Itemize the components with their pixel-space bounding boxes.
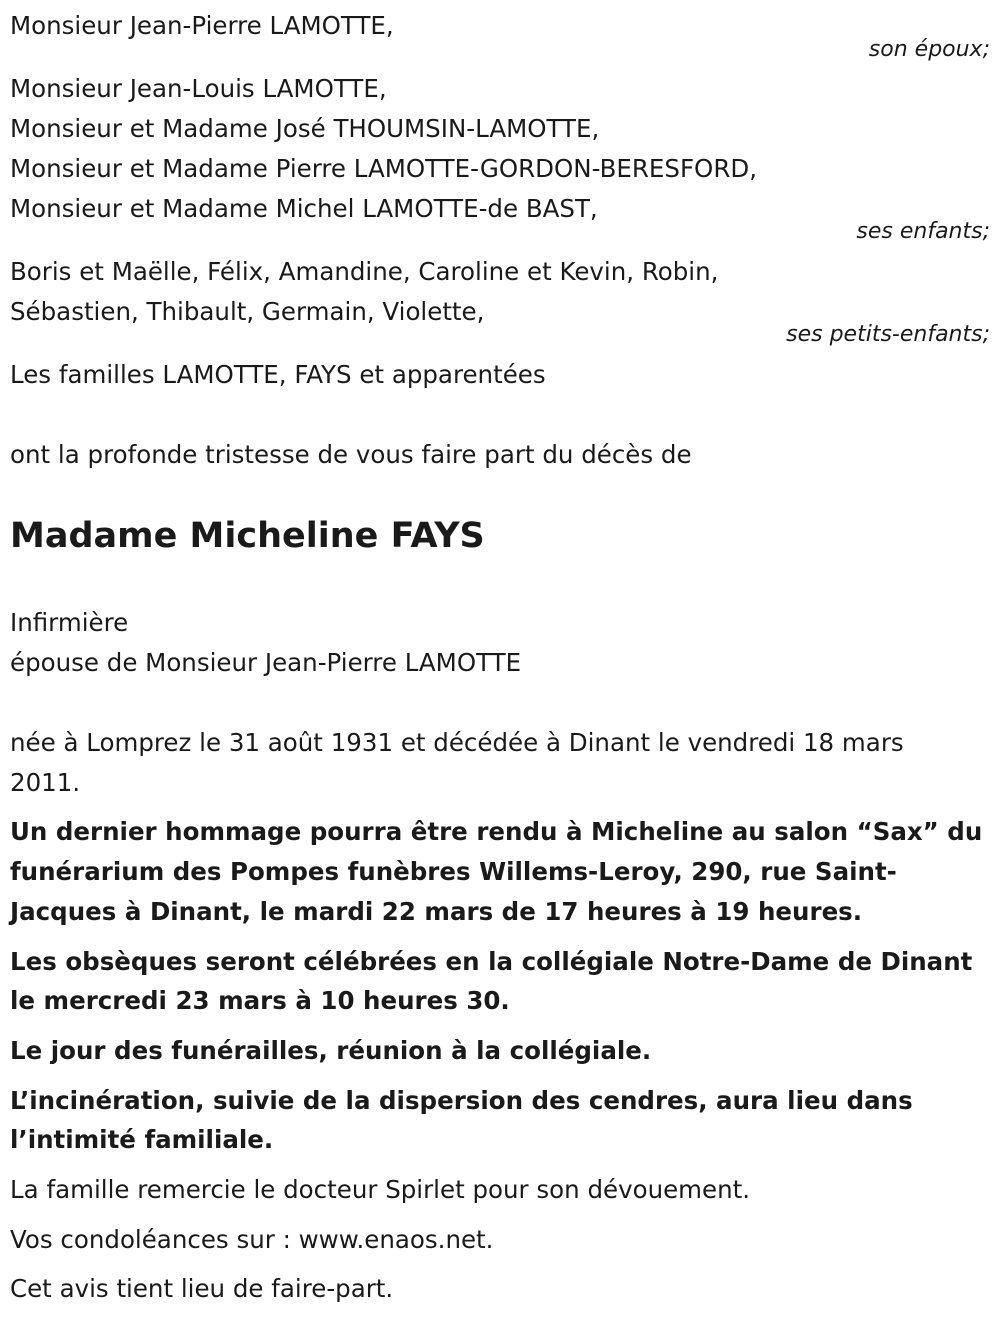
grandchildren-line: Boris et Maëlle, Félix, Amandine, Caroline et Kevin, Robin,	[10, 257, 719, 286]
child-line: Monsieur Jean-Louis LAMOTTE,	[10, 74, 387, 103]
birth-death-line: 2011.	[10, 768, 81, 797]
cremation-line: L’incinération, suivie de la dispersion des cendres, aura lieu dans	[10, 1086, 913, 1115]
meeting-line: Le jour des funérailles, réunion à la collégiale.	[10, 1036, 652, 1065]
grandchildren-line: Sébastien, Thibault, Germain, Violette,	[10, 297, 485, 326]
tribute-line: Jacques à Dinant, le mardi 22 mars de 17 heures à 19 heures.	[10, 897, 863, 926]
birth-death-line: née à Lomprez le 31 août 1931 et décédée à Dinant le vendredi 18 mars	[10, 728, 904, 757]
spouse-role: son époux;	[868, 37, 990, 62]
grandchildren-role: ses petits-enfants;	[786, 322, 990, 347]
thanks-line: La famille remercie le docteur Spirlet pour son dévouement.	[10, 1175, 751, 1204]
funeral-line: Les obsèques seront célébrées en la collégiale Notre-Dame de Dinant	[10, 947, 973, 976]
condolences-line: Vos condoléances sur : www.enaos.net.	[10, 1225, 494, 1254]
notice-line: Cet avis tient lieu de faire-part.	[10, 1274, 394, 1303]
child-line: Monsieur et Madame José THOUMSIN-LAMOTTE,	[10, 114, 600, 143]
tribute-line: Un dernier hommage pourra être rendu à Micheline au salon “Sax” du	[10, 817, 983, 846]
cremation-line: l’intimité familiale.	[10, 1125, 274, 1154]
spouse-name: Monsieur Jean-Pierre LAMOTTE,	[10, 11, 394, 40]
child-line: Monsieur et Madame Michel LAMOTTE-de BAST,	[10, 194, 598, 223]
announcement-line: ont la profonde tristesse de vous faire part du décès de	[10, 440, 692, 469]
deceased-spouse-line: épouse de Monsieur Jean-Pierre LAMOTTE	[10, 648, 522, 677]
funeral-line: le mercredi 23 mars à 10 heures 30.	[10, 986, 510, 1015]
child-line: Monsieur et Madame Pierre LAMOTTE-GORDON-BERESFORD,	[10, 154, 757, 183]
tribute-line: funérarium des Pompes funèbres Willems-Leroy, 290, rue Saint-	[10, 857, 897, 886]
families-line: Les familles LAMOTTE, FAYS et apparentées	[10, 360, 546, 389]
deceased-name: Madame Micheline FAYS	[10, 516, 485, 556]
deceased-profession: Infirmière	[10, 608, 129, 637]
children-role: ses enfants;	[856, 219, 990, 244]
